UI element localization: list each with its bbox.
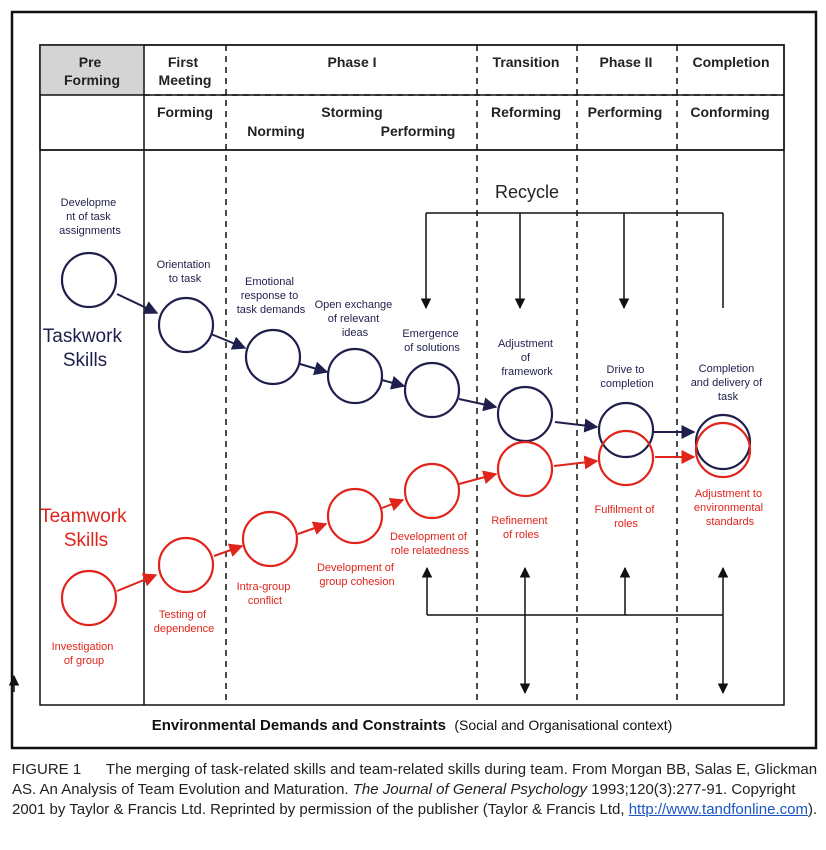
team-label-refinement: Refinement of roles xyxy=(491,515,548,541)
task-label-drive: Drive to completion xyxy=(600,364,654,390)
task-label-emotional: Emotional response to task demands xyxy=(236,276,306,316)
caption-journal: The Journal of General Psychology xyxy=(352,781,588,798)
caption-text: The merging of task-related skills and team-related skills during team. From Morgan BB, Salas E, Glickman AS. An Analysis of Team Evolution and Maturation. xyxy=(12,761,818,798)
team-label-intra-group: Intra-group conflict xyxy=(236,581,291,607)
subheader-forming: Forming xyxy=(157,104,213,120)
subheader-conforming: Conforming xyxy=(690,104,770,120)
header-pre-forming: Pre Forming xyxy=(64,54,120,88)
header-phase1: Phase I xyxy=(327,54,377,70)
team-node-intra-group xyxy=(243,512,297,566)
table-frame xyxy=(40,45,784,705)
team-label-fulfilment: Fulfilment of roles xyxy=(594,504,655,530)
task-node-development xyxy=(62,253,116,307)
subheader-storming: Storming xyxy=(321,104,383,120)
subheader-reforming: Reforming xyxy=(491,104,561,120)
teamwork-nodes xyxy=(62,423,750,625)
figure-caption xyxy=(12,760,818,820)
taskwork-nodes xyxy=(62,253,750,469)
task-label-adjustment: Adjustment of framework xyxy=(497,338,553,378)
header-transition: Transition xyxy=(492,54,560,70)
task-node-open-exchange xyxy=(328,349,382,403)
header-completion: Completion xyxy=(692,54,770,70)
task-label-development: Developme nt of task assignments xyxy=(59,197,121,237)
subheader-norming: Norming xyxy=(247,123,305,139)
task-label-emergence: Emergence of solutions xyxy=(402,328,460,354)
task-node-orientation xyxy=(159,298,213,352)
teamwork-title: Teamwork Skills xyxy=(40,506,127,551)
team-label-adjustment: Adjustment to environmental standards xyxy=(693,488,764,528)
team-label-testing: Testing of dependence xyxy=(153,609,215,635)
subheader-performing: Performing xyxy=(587,104,663,120)
task-node-emergence xyxy=(405,363,459,417)
taskwork-title: Taskwork Skills xyxy=(42,326,122,371)
environment-connector xyxy=(427,568,723,693)
task-node-emotional xyxy=(246,330,300,384)
team-label-role-relatedness: Development of role relatedness xyxy=(389,531,470,557)
task-label-open-exchange: Open exchange of relevant ideas xyxy=(314,299,393,339)
figure-label: FIGURE 1 xyxy=(12,761,82,778)
team-node-cohesion xyxy=(328,489,382,543)
header-first-meeting: First Meeting xyxy=(158,54,212,88)
recycle-label: Recycle xyxy=(494,182,560,202)
team-node-refinement xyxy=(498,442,552,496)
footer-label: Environmental Demands and Constraints (Social and Organisational context) xyxy=(151,717,673,734)
caption-end: ). xyxy=(807,801,818,818)
subheader-performing-phase1: Performing xyxy=(380,123,456,139)
team-label-investigation: Investigation of group xyxy=(51,641,114,667)
recycle-connector xyxy=(426,213,723,308)
task-label-orientation: Orientation to task xyxy=(156,259,211,285)
team-node-investigation xyxy=(62,571,116,625)
task-node-adjustment xyxy=(498,387,552,441)
publisher-link[interactable]: http://www.tandfonline.com xyxy=(628,801,808,818)
team-label-cohesion: Development of group cohesion xyxy=(316,562,395,588)
task-label-completion: Completion and delivery of task xyxy=(690,363,763,403)
caption-text-2: 1993;120(3):277-91. Copyright 2001 by Taylor & Francis Ltd. Reprinted by permission of the publisher (Taylor & Francis Ltd, xyxy=(12,781,796,818)
team-node-role-relatedness xyxy=(405,464,459,518)
header-phase2: Phase II xyxy=(599,54,653,70)
team-node-testing xyxy=(159,538,213,592)
